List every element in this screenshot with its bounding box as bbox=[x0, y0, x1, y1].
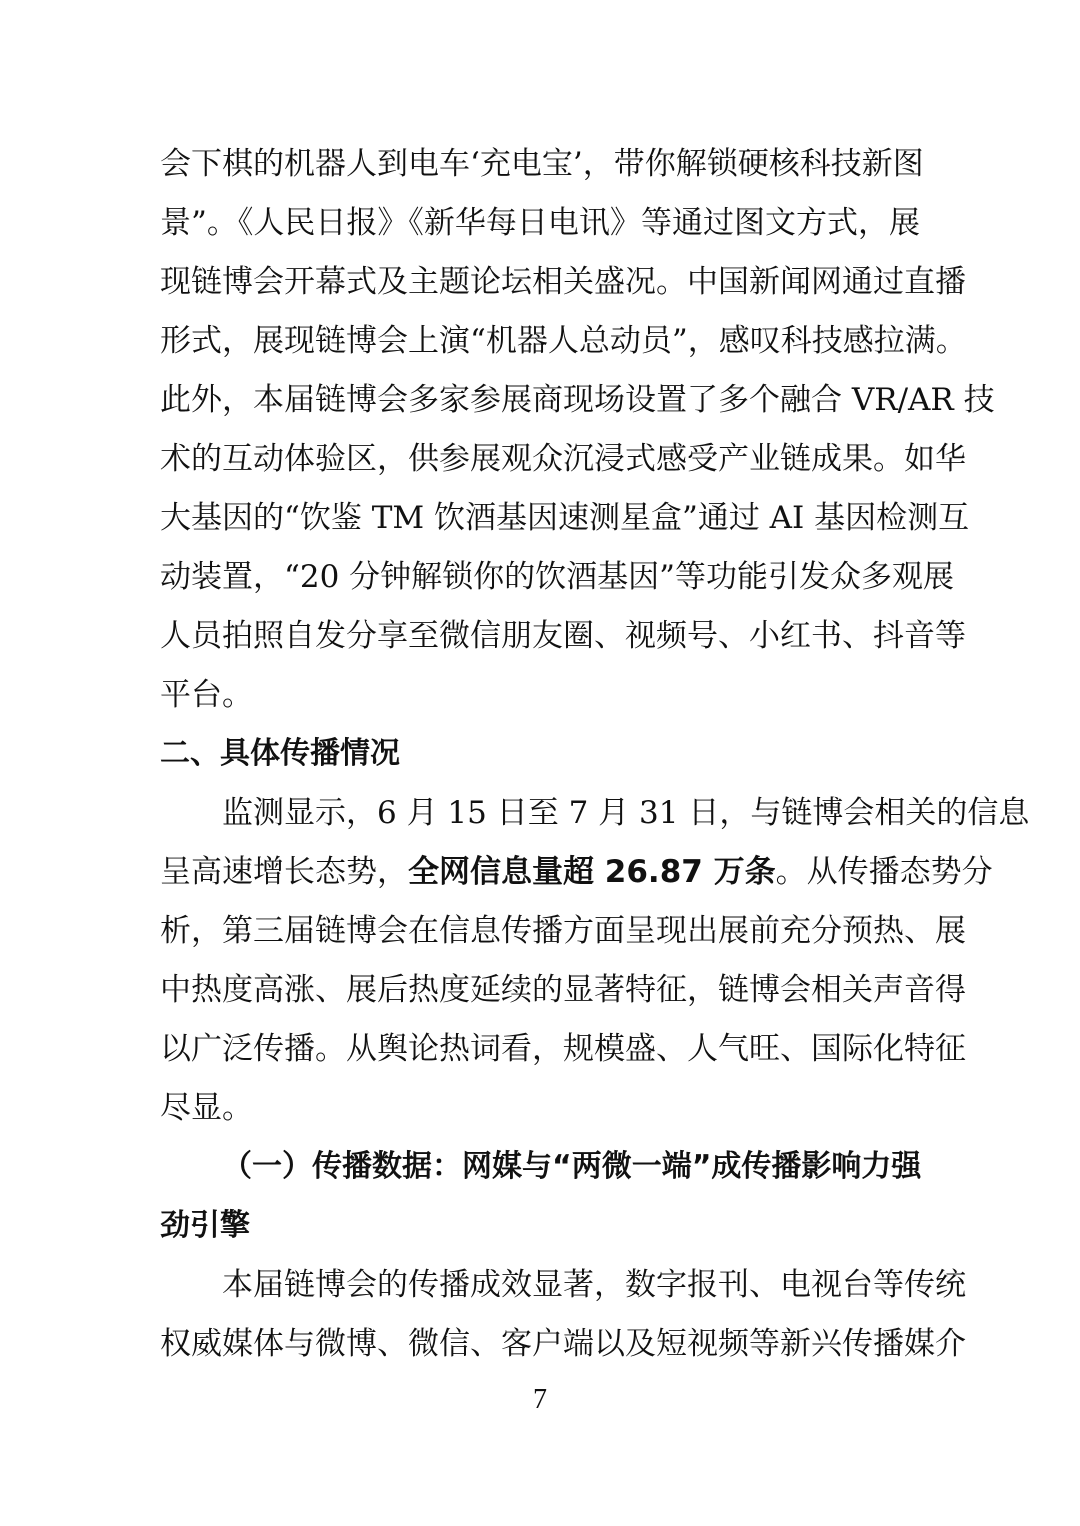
body-text-line: 权威媒体与微博、微信、客户端以及短视频等新兴传播媒介 bbox=[160, 1326, 966, 1362]
body-text-run: 呈高速增长态势， bbox=[160, 854, 408, 890]
body-text-line: 大基因的“饮鉴 TM 饮酒基因速测星盒”通过 AI 基因检测互 bbox=[160, 500, 970, 536]
body-text-line: 形式，展现链博会上演“机器人总动员”，感叹科技感拉满。 bbox=[160, 323, 967, 359]
body-text-run: 。从传播态势分 bbox=[775, 854, 993, 890]
body-text-line: 术的互动体验区，供参展观众沉浸式感受产业链成果。如华 bbox=[160, 441, 966, 477]
body-text-line: 景”。《人民日报》《新华每日电讯》等通过图文方式，展 bbox=[160, 205, 920, 241]
body-text-line bbox=[160, 842, 993, 902]
body-text-line: 动装置，“20 分钟解锁你的饮酒基因”等功能引发众多观展 bbox=[160, 559, 954, 595]
page-number: 7 bbox=[533, 1384, 547, 1415]
body-text-line: 析，第三届链博会在信息传播方面呈现出展前充分预热、展 bbox=[160, 913, 966, 949]
section-heading: 二、具体传播情况 bbox=[160, 736, 400, 771]
body-text-line: 以广泛传播。从舆论热词看，规模盛、人气旺、国际化特征 bbox=[160, 1031, 966, 1067]
body-text-line: 本届链博会的传播成效显著，数字报刊、电视台等传统 bbox=[222, 1267, 966, 1303]
subsection-heading: （一）传播数据：网媒与“两微一端”成传播影响力强 bbox=[222, 1149, 922, 1184]
body-text-line: 中热度高涨、展后热度延续的显著特征，链博会相关声音得 bbox=[160, 972, 966, 1008]
body-text-line: 尽显。 bbox=[160, 1090, 253, 1126]
body-text-line: 现链博会开幕式及主题论坛相关盛况。中国新闻网通过直播 bbox=[160, 264, 966, 300]
body-text-line: 人员拍照自发分享至微信朋友圈、视频号、小红书、抖音等 bbox=[160, 618, 966, 654]
body-text-line: 平台。 bbox=[160, 677, 253, 713]
body-text-line: 监测显示，6 月 15 日至 7 月 31 日，与链博会相关的信息 bbox=[222, 795, 1030, 831]
body-text-line: 此外，本届链博会多家参展商现场设置了多个融合 VR/AR 技 bbox=[160, 382, 995, 418]
subsection-heading-continued: 劲引擎 bbox=[160, 1208, 250, 1243]
body-text-line: 会下棋的机器人到电车‘充电宝’，带你解锁硬核科技新图 bbox=[160, 146, 924, 182]
highlight-statistic: 全网信息量超 26.87 万条 bbox=[408, 854, 776, 890]
